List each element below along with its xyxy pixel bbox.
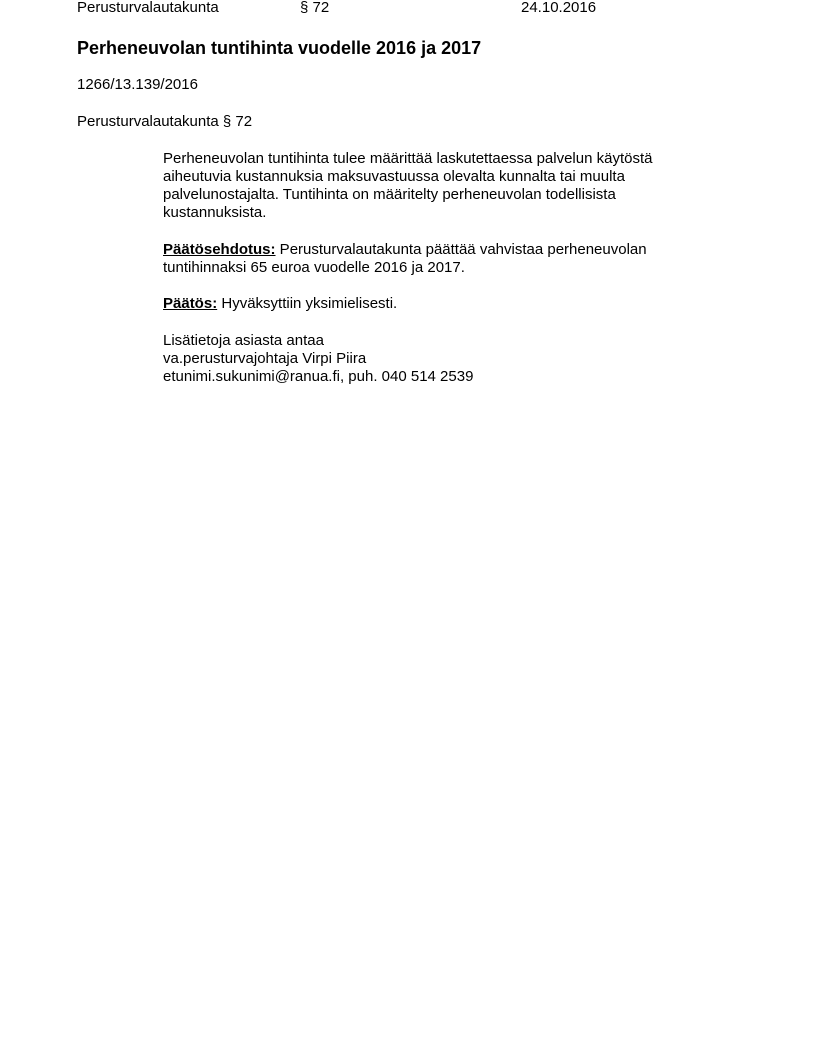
document-header xyxy=(0,0,816,17)
contact-intro: Lisätietoja asiasta antaa xyxy=(163,331,324,349)
decision-line xyxy=(163,295,703,313)
proposal-text: Perusturvalautakunta päättää vahvistaa perheneuvolan xyxy=(275,240,647,258)
contact-paragraph xyxy=(163,332,703,386)
proposal-label: Päätösehdotus: xyxy=(163,240,276,258)
header-section-number: § 72 xyxy=(300,0,330,16)
contact-details: etunimi.sukunimi@ranua.fi, puh. 040 514 2539 xyxy=(163,367,474,385)
decision-body xyxy=(163,150,703,404)
decision-paragraph xyxy=(163,295,703,313)
reference-number: 1266/13.139/2016 xyxy=(77,76,198,93)
proposal-line: tuntihinnaksi 65 euroa vuodelle 2016 ja 2017. xyxy=(163,258,465,276)
proposal-paragraph xyxy=(163,241,703,277)
background-line: aiheutuvia kustannuksia maksuvastuussa olevalta kunnalta tai muulta xyxy=(163,168,625,185)
background-line: kustannuksista. xyxy=(163,204,267,221)
decision-label: Päätös: xyxy=(163,295,218,312)
decision-text: Hyväksyttiin yksimielisesti. xyxy=(217,295,398,312)
header-date: 24.10.2016 xyxy=(521,0,597,16)
background-line: Perheneuvolan tuntihinta tulee määrittää laskutettaessa palvelun käytöstä xyxy=(163,150,653,167)
contact-person: va.perusturvajohtaja Virpi Piira xyxy=(163,349,367,367)
proposal-line xyxy=(163,241,703,259)
background-line: palvelunostajalta. Tuntihinta on määritelty perheneuvolan todellisista xyxy=(163,186,616,203)
committee-section-heading: Perusturvalautakunta § 72 xyxy=(77,113,253,130)
header-committee: Perusturvalautakunta xyxy=(77,0,219,16)
background-paragraph xyxy=(163,150,703,222)
document-title: Perheneuvolan tuntihinta vuodelle 2016 ja 2017 xyxy=(77,38,482,58)
